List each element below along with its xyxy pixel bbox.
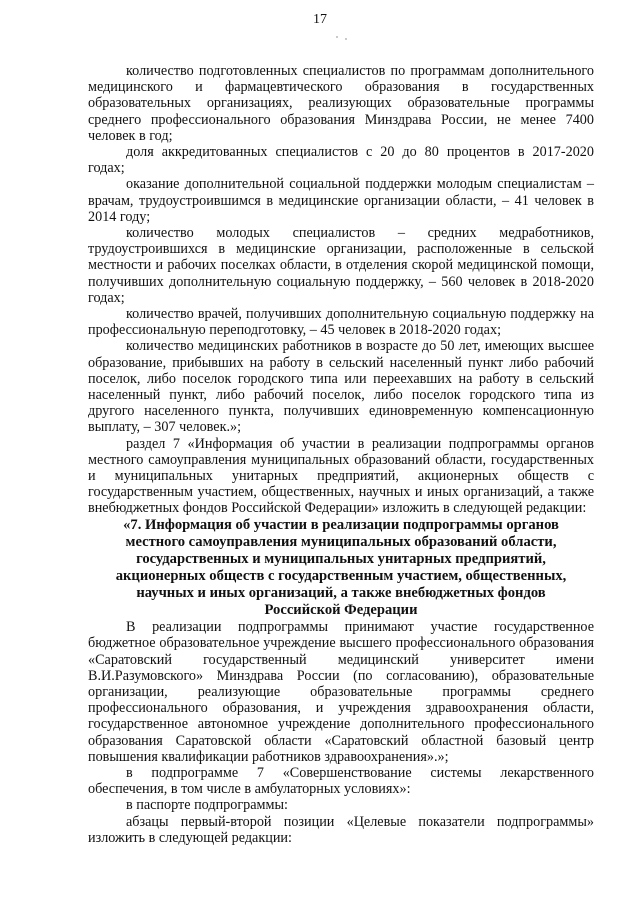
- heading-line: Российской Федерации: [264, 602, 418, 619]
- document-body: [88, 63, 594, 846]
- paragraph-young-doctors-support: оказание дополнительной социальной поддержки молодым специалистам – врачам, трудоустроившимся в медицинские организации области, – 41 человек в 2014 году;: [88, 176, 594, 225]
- heading-line: акционерных обществ с государственным участием, общественных,: [115, 567, 567, 584]
- paragraph-section-7-amendment: раздел 7 «Информация об участии в реализации подпрограммы органов местного самоуправления муниципальных образований области, государственных и муниципальных унитарных предприятий, акционерных обществ с государственным участием, общественных, научных и иных организаций, а также внебюджетных фондов Российской Федерации» изложить в следующей редакции:: [88, 435, 594, 517]
- paragraph-participants: В реализации подпрограммы принимают участие государственное бюджетное образовательное учреждение высшего профессионального образования «Саратовский государственный медицинский университет имени В.И.Разумовского» Минздрава России (по согласованию), образовательные организации, реализующие образовательные программы среднего профессионального образования, и учреждения здравоохранения области, государственное автономное учреждение дополнительного профессионального образования Саратовской области «Саратовский областной базовый центр повышения квалификации работников здравоохранения».»;: [88, 619, 594, 765]
- page-number: 17: [313, 12, 327, 27]
- paragraph-subprogram-7: в подпрограмме 7 «Совершенствование системы лекарственного обеспечения, в том числе в амбулаторных условиях»:: [88, 765, 594, 798]
- paragraph-target-indicators: абзацы первый-второй позиции «Целевые показатели подпрограммы» изложить в следующей редакции:: [88, 813, 594, 846]
- heading-line: местного самоуправления муниципальных образований области,: [125, 533, 557, 550]
- heading-line: «7. Информация об участии в реализации подпрограммы органов: [123, 516, 559, 533]
- heading-line: научных и иных организаций, а также внебюджетных фондов: [136, 585, 546, 602]
- heading-line: государственных и муниципальных унитарных предприятий,: [136, 550, 546, 567]
- section-heading: [88, 517, 594, 620]
- paragraph-accredited-share: доля аккредитованных специалистов с 20 до 80 процентов в 2017-2020 годах;: [88, 144, 594, 177]
- paragraph-passport: в паспорте подпрограммы:: [126, 797, 288, 814]
- scan-artifact-dot: [345, 38, 347, 40]
- paragraph-retraining-support: количество врачей, получивших дополнительную социальную поддержку на профессиональную переподготовку, – 45 человек в 2018-2020 годах;: [88, 306, 594, 339]
- paragraph-young-nurses-support: количество молодых специалистов – средних медработников, трудоустроившихся в медицинские организации, расположенные в сельской местности и рабочих поселках области, в отделения скорой медицинской помощи, получивших дополнительную социальную поддержку, – 560 человек в 2018-2020 годах;: [88, 225, 594, 306]
- scan-artifact-dot: [336, 36, 338, 38]
- paragraph-compensation-payment: количество медицинских работников в возрасте до 50 лет, имеющих высшее образование, прибывших на работу в сельский населенный пункт либо рабочий поселок, либо поселок городского типа или переехавших на работу в сельский населенный пункт, либо рабочий поселок, либо поселок городского типа из другого населенного пункта, получивших единовременную компенсационную выплату, – 307 человек.»;: [88, 338, 594, 436]
- paragraph-trained-specialists: количество подготовленных специалистов по программам дополнительного медицинского и фармацевтического образования в государственных образовательных организациях, реализующих образовательные программы среднего профессионального образования Минздрава России, не менее 7400 человек в год;: [88, 63, 594, 144]
